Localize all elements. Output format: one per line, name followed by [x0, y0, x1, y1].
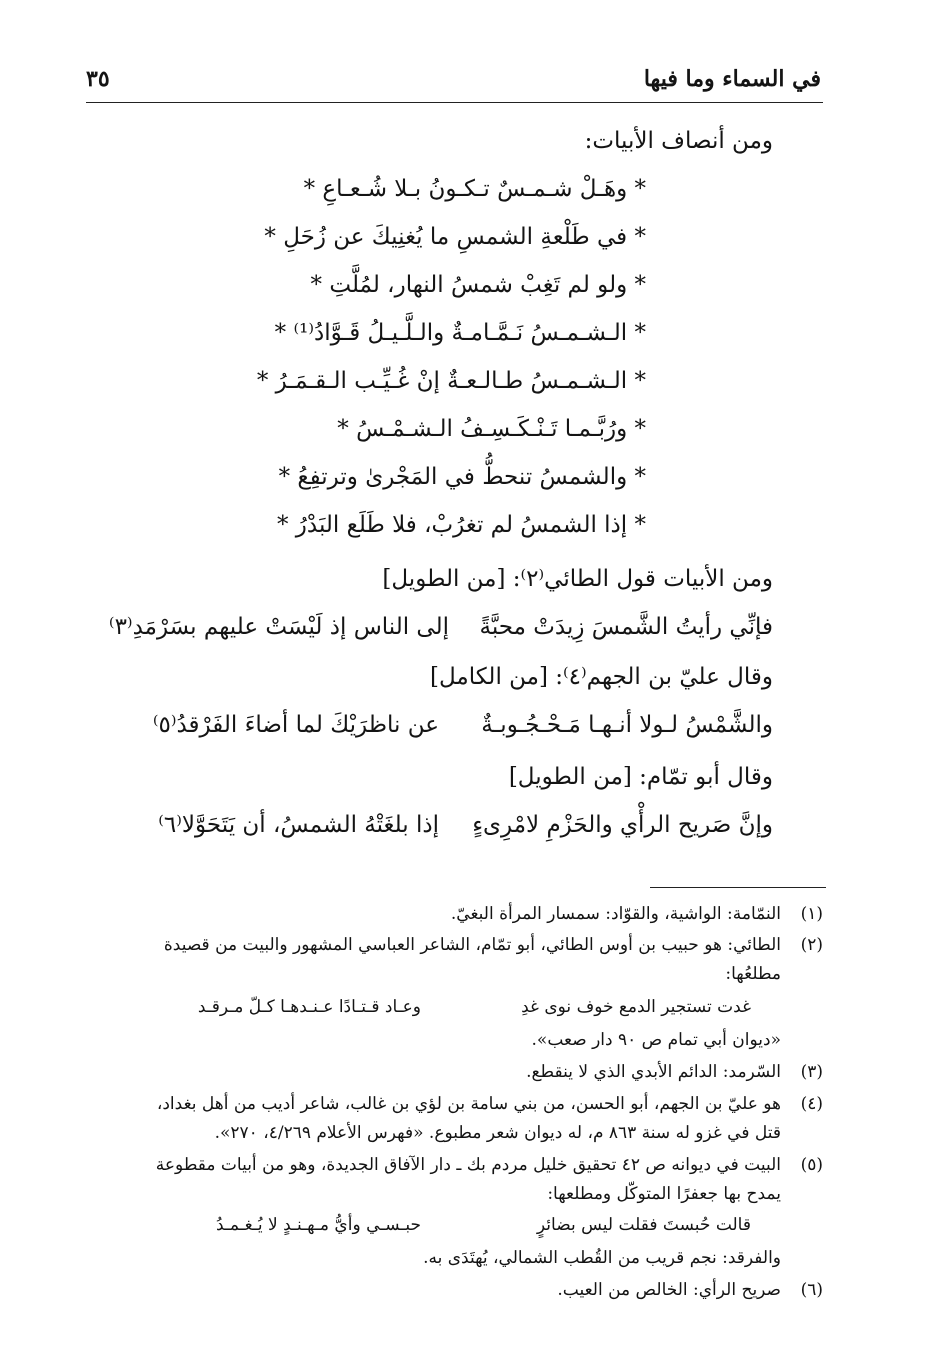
footnote-text: «ديوان أبي تمام ص ٩٠ دار صعب».	[531, 1030, 781, 1050]
half-verse: * والشمسُ تنحطُّ في المَجْرىٰ وترتفِعُ *	[278, 464, 646, 490]
intro-jahm: وقال عليّ بن الجهم⁽٤⁾: [من الكامل]	[430, 664, 773, 690]
footnote-number: (٥)	[800, 1155, 823, 1175]
verse-first-hemistich: والشَّمْسُ لـولا أنـهـا مَـحْـجُـوبـةٌ	[481, 712, 773, 738]
half-verse: * الـشـمـسُ نَـمَّـامـةٌ والـلَّـيـلُ قَـوَّادُ⁽¹⁾ *	[274, 320, 646, 346]
footnote-number: (١)	[800, 904, 823, 924]
footnote-text: السّرمد: الدائم الأبدي الذي لا ينقطع.	[526, 1062, 781, 1082]
footnote-text: قتل في غزو له سنة ٨٦٣ م، له ديوان شعر مطبوع. «فهرس الأعلام ٤/٢٦٩، ٢٧٠».	[214, 1123, 781, 1143]
footnote-verse-second: وعـاد قـتـادًا عـنـدهـا كـلّ مـرقـد	[197, 997, 421, 1017]
footnote-number: (٤)	[800, 1094, 823, 1114]
running-title: في السماء وما فيها	[643, 66, 821, 92]
half-verse: * الـشـمـسُ طـالـعـةٌ إنْ غُـيِّـب الـقـمَـرُ *	[256, 368, 646, 394]
half-verse: * في طَلْعةِ الشمسِ ما يُغنِيكَ عن زُحَلِ *	[264, 224, 646, 250]
footnote-verse-second: حبـسـي وأيُّ مـهـنـدٍ لا يُـغـمـدُ	[215, 1215, 421, 1235]
intro-tammam: وقال أبو تمّام: [من الطويل]	[508, 764, 773, 790]
footnote-text: البيت في ديوانه ص ٤٢ تحقيق خليل مردم بك ـ دار الآفاق الجديدة، وهو من أبيات مقطوعة	[155, 1155, 781, 1175]
half-verse: * إذا الشمسُ لم تغرُبْ، فلا طَلَع البَدْرُ *	[276, 512, 646, 538]
footnote-text: النمّامة: الواشية، والقوّاد: سمسار المرأة البغيّ.	[450, 904, 781, 924]
footnote-number: (٢)	[800, 935, 823, 955]
footnote-text: يمدح بها جعفرًا المتوكّل ومطلعها:	[547, 1184, 781, 1204]
verse-first-hemistich: فإنِّي رأيتُ الشَّمسَ زِيدَتْ محبَّةً	[479, 614, 773, 640]
half-verse: * ولو لم تَغِبْ شمسُ النهار، لمُلَّتِ *	[310, 272, 646, 298]
footnote-number: (٣)	[800, 1062, 823, 1082]
half-verse: * وهَـلْ شـمـسٌ تـكـونُ بـلا شُـعـاعِ *	[303, 176, 646, 202]
footnote-verse-first: قالت حُبستَ فقلت ليس بضائرٍ	[536, 1215, 751, 1235]
footnote-verse-first: غدت تستجير الدمع خوف نوى غدِ	[521, 997, 751, 1017]
half-verse: * ورُبَّـمـا تَـنْـكَـسِـفُ الـشـمْـسُ *	[337, 416, 646, 442]
verse-first-hemistich: وإنَّ صَريح الرأْي والحَزْمِ لامْرِىءٍ	[472, 812, 773, 838]
footnote-number: (٦)	[800, 1280, 823, 1300]
footnote-text: مطلعُها:	[725, 964, 781, 984]
footnote-text: الطائي: هو حبيب بن أوس الطائي، أبو تمّام، الشاعر العباسي المشهور والبيت من قصيدة	[163, 935, 781, 955]
footnote-text: صريح الرأي: الخالص من العيب.	[557, 1280, 781, 1300]
verse-second-hemistich: عن ناظرَيْكَ لما أضاءَ الفَرْقدُ⁽٥⁾	[152, 712, 439, 738]
footnote-text: والفرقد: نجم قريب من القُطب الشمالي، يُهتَدَى به.	[423, 1248, 781, 1268]
intro-half-verses: ومن أنصاف الأبيات:	[584, 128, 773, 154]
header-rule	[86, 102, 823, 103]
footnote-text: هو عليّ بن الجهم، أبو الحسن، من بني سامة بن لؤي بن غالب، شاعر أديب من أهل بغداد،	[156, 1094, 781, 1114]
footnote-rule	[650, 887, 826, 888]
verse-second-hemistich: إذا بلغَتْهُ الشمسُ، أن يَتَحَوَّلا⁽٦⁾	[158, 812, 439, 838]
verse-second-hemistich: إلى الناس إذ لَيْسَتْ عليهم بسَرْمَدِ⁽٣⁾	[108, 614, 449, 640]
intro-taei: ومن الأبيات قول الطائي⁽٢⁾: [من الطويل]	[382, 566, 773, 592]
page-number: ٣٥	[86, 66, 110, 92]
